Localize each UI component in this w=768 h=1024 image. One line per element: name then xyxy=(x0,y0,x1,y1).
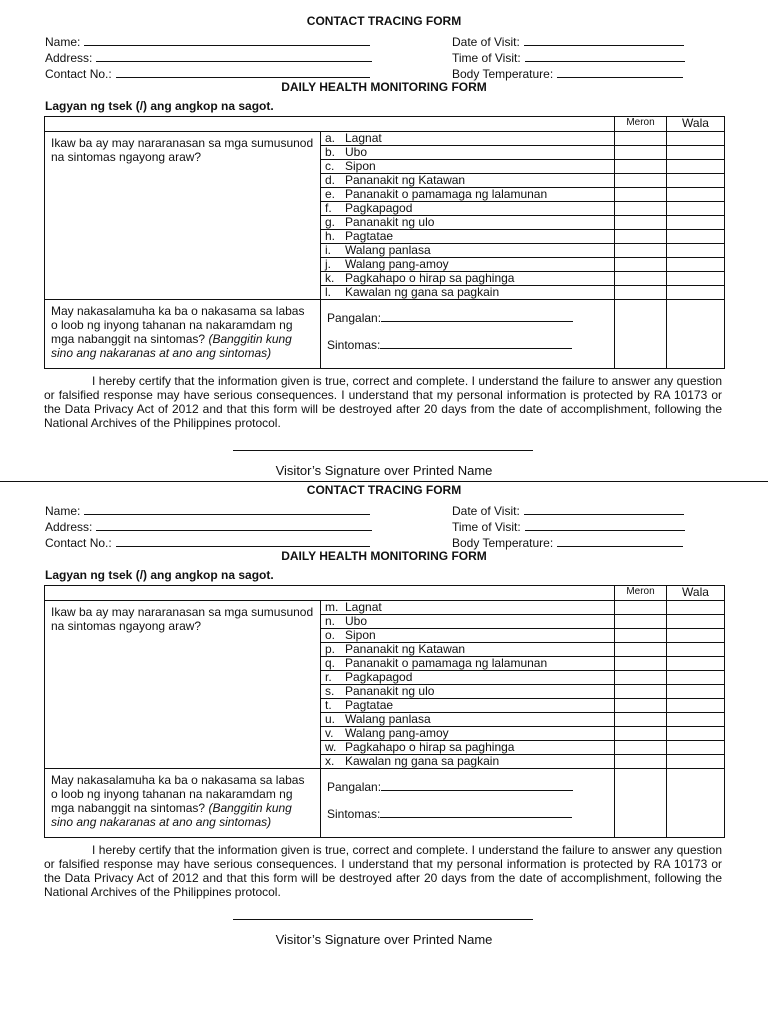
meron-checkbox[interactable] xyxy=(615,174,667,188)
wala-checkbox[interactable] xyxy=(667,755,725,769)
time-label: Time of Visit: xyxy=(452,51,521,65)
meron-checkbox[interactable] xyxy=(615,615,667,629)
symptom-s: s. Pananakit ng ulo xyxy=(321,685,615,699)
symptom-v: v. Walang pang-amoy xyxy=(321,727,615,741)
symptom-j: j. Walang pang-amoy xyxy=(321,258,615,272)
table-header-row xyxy=(45,117,725,132)
meron-checkbox[interactable] xyxy=(615,132,667,146)
wala-checkbox[interactable] xyxy=(667,160,725,174)
meron-checkbox[interactable] xyxy=(615,727,667,741)
symptom-g: g. Pananakit ng ulo xyxy=(321,216,615,230)
date-input-line[interactable] xyxy=(524,34,684,46)
symptom-a: a. Lagnat xyxy=(321,132,615,146)
meron-checkbox[interactable] xyxy=(615,657,667,671)
contact-question xyxy=(45,769,321,838)
symptom-o: o. Sipon xyxy=(321,629,615,643)
wala-checkbox[interactable] xyxy=(667,174,725,188)
symptom-k: k. Pagkahapo o hirap sa paghinga xyxy=(321,272,615,286)
address-label: Address: xyxy=(45,51,93,65)
contact-input-line[interactable] xyxy=(116,66,370,78)
wala-checkbox[interactable] xyxy=(667,629,725,643)
table-row xyxy=(45,132,725,146)
contact-question-note: (Banggitin kung sino ang nakaranas at ano ang sintomas) xyxy=(51,801,292,829)
symptom-q: q. Pananakit o pamamaga ng lalamunan xyxy=(321,657,615,671)
col-wala-header: Wala xyxy=(667,586,725,601)
wala-checkbox[interactable] xyxy=(667,601,725,615)
contact-label: Contact No.: xyxy=(45,67,112,81)
meron-checkbox[interactable] xyxy=(615,300,667,369)
signature-caption: Visitor’s Signature over Printed Name xyxy=(275,463,493,478)
meron-checkbox[interactable] xyxy=(615,699,667,713)
certification-text: I hereby certify that the information given is true, correct and complete. I understand the failure to answer any question or falsified response may have serious consequences. I understand that my personal information is protected by RA 10173 or the Data Privacy Act of 2012 and that this form will be destroyed after 20 days from the date of accomplishment, following the National Archives of the Philippines protocol. xyxy=(44,374,722,430)
contact-label: Contact No.: xyxy=(45,536,112,550)
temperature-input-line[interactable] xyxy=(557,66,683,78)
symptom-l: l. Kawalan ng gana sa pagkain xyxy=(321,286,615,300)
contact-field[interactable] xyxy=(45,535,370,550)
meron-checkbox[interactable] xyxy=(615,769,667,838)
pangalan-input-line[interactable] xyxy=(381,779,573,791)
date-field[interactable] xyxy=(452,503,684,518)
pangalan-label: Pangalan: xyxy=(327,780,382,794)
sintomas-input-line[interactable] xyxy=(380,806,572,818)
wala-checkbox[interactable] xyxy=(667,685,725,699)
sintomas-field[interactable] xyxy=(327,337,608,352)
time-field[interactable] xyxy=(452,50,685,65)
wala-checkbox[interactable] xyxy=(667,300,725,369)
meron-checkbox[interactable] xyxy=(615,671,667,685)
symptoms-question: Ikaw ba ay may nararanasan sa mga sumusunod na sintomas ngayong araw? xyxy=(45,601,321,769)
contact-details xyxy=(321,300,615,369)
instruction-text: Lagyan ng tsek (/) ang angkop na sagot. xyxy=(45,568,274,582)
certification-text: I hereby certify that the information given is true, correct and complete. I understand the failure to answer any question or falsified response may have serious consequences. I understand that my personal information is protected by RA 10173 or the Data Privacy Act of 2012 and that this form will be destroyed after 20 days from the date of accomplishment, following the National Archives of the Philippines protocol. xyxy=(44,843,722,899)
meron-checkbox[interactable] xyxy=(615,244,667,258)
sintomas-field[interactable] xyxy=(327,806,608,821)
pangalan-label: Pangalan: xyxy=(327,311,382,325)
table-header-row xyxy=(45,586,725,601)
wala-checkbox[interactable] xyxy=(667,132,725,146)
time-input-line[interactable] xyxy=(525,50,685,62)
symptom-b: b. Ubo xyxy=(321,146,615,160)
time-field[interactable] xyxy=(452,519,685,534)
symptom-w: w. Pagkahapo o hirap sa paghinga xyxy=(321,741,615,755)
table-row xyxy=(45,300,725,369)
meron-checkbox[interactable] xyxy=(615,286,667,300)
symptoms-question: Ikaw ba ay may nararanasan sa mga sumusunod na sintomas ngayong araw? xyxy=(45,132,321,300)
symptom-i: i. Walang panlasa xyxy=(321,244,615,258)
sintomas-label: Sintomas: xyxy=(327,338,381,352)
wala-checkbox[interactable] xyxy=(667,657,725,671)
symptom-t: t. Pagtatae xyxy=(321,699,615,713)
wala-checkbox[interactable] xyxy=(667,272,725,286)
wala-checkbox[interactable] xyxy=(667,216,725,230)
pangalan-field[interactable] xyxy=(327,310,608,325)
symptom-r: r. Pagkapagod xyxy=(321,671,615,685)
wala-checkbox[interactable] xyxy=(667,741,725,755)
form-title: CONTACT TRACING FORM xyxy=(306,14,462,28)
signature-line[interactable] xyxy=(233,450,533,451)
signature-line[interactable] xyxy=(233,919,533,920)
wala-checkbox[interactable] xyxy=(667,230,725,244)
symptom-h: h. Pagtatae xyxy=(321,230,615,244)
meron-checkbox[interactable] xyxy=(615,685,667,699)
header-blank xyxy=(45,117,615,132)
table-row xyxy=(45,769,725,838)
health-monitoring-title: DAILY HEALTH MONITORING FORM xyxy=(281,549,487,563)
temperature-field[interactable] xyxy=(452,66,683,81)
date-label: Date of Visit: xyxy=(452,35,520,49)
symptom-c: c. Sipon xyxy=(321,160,615,174)
meron-checkbox[interactable] xyxy=(615,188,667,202)
contact-question-text: May nakasalamuha ka ba o nakasama sa labas o loob ng inyong tahanan na nakaramdam ng mga nabanggit na sintomas? xyxy=(51,304,305,346)
wala-checkbox[interactable] xyxy=(667,713,725,727)
col-wala-header: Wala xyxy=(667,117,725,132)
wala-checkbox[interactable] xyxy=(667,615,725,629)
header-blank xyxy=(45,586,615,601)
meron-checkbox[interactable] xyxy=(615,202,667,216)
wala-checkbox[interactable] xyxy=(667,244,725,258)
meron-checkbox[interactable] xyxy=(615,160,667,174)
wala-checkbox[interactable] xyxy=(667,643,725,657)
sintomas-input-line[interactable] xyxy=(380,337,572,349)
temperature-field[interactable] xyxy=(452,535,683,550)
meron-checkbox[interactable] xyxy=(615,741,667,755)
symptom-d: d. Pananakit ng Katawan xyxy=(321,174,615,188)
form-title: CONTACT TRACING FORM xyxy=(306,483,462,497)
address-label: Address: xyxy=(45,520,93,534)
symptom-u: u. Walang panlasa xyxy=(321,713,615,727)
symptom-p: p. Pananakit ng Katawan xyxy=(321,643,615,657)
symptom-m: m. Lagnat xyxy=(321,601,615,615)
instruction-text: Lagyan ng tsek (/) ang angkop na sagot. xyxy=(45,99,274,113)
time-label: Time of Visit: xyxy=(452,520,521,534)
health-table xyxy=(44,116,725,369)
temperature-label: Body Temperature: xyxy=(452,536,554,550)
wala-checkbox[interactable] xyxy=(667,671,725,685)
contact-field[interactable] xyxy=(45,66,370,81)
meron-checkbox[interactable] xyxy=(615,230,667,244)
meron-checkbox[interactable] xyxy=(615,216,667,230)
pangalan-field[interactable] xyxy=(327,779,608,794)
contact-question-text: May nakasalamuha ka ba o nakasama sa labas o loob ng inyong tahanan na nakaramdam ng mga nabanggit na sintomas? xyxy=(51,773,305,815)
time-input-line[interactable] xyxy=(525,519,685,531)
contact-details xyxy=(321,769,615,838)
symptom-f: f. Pagkapagod xyxy=(321,202,615,216)
meron-checkbox[interactable] xyxy=(615,146,667,160)
symptom-e: e. Pananakit o pamamaga ng lalamunan xyxy=(321,188,615,202)
date-label: Date of Visit: xyxy=(452,504,520,518)
health-table xyxy=(44,585,725,838)
contact-tracing-form-1 xyxy=(0,0,768,478)
contact-question xyxy=(45,300,321,369)
wala-checkbox[interactable] xyxy=(667,146,725,160)
temperature-label: Body Temperature: xyxy=(452,67,554,81)
address-field[interactable] xyxy=(45,50,372,65)
col-meron-header: Meron xyxy=(615,117,667,132)
wala-checkbox[interactable] xyxy=(667,188,725,202)
pangalan-input-line[interactable] xyxy=(381,310,573,322)
date-input-line[interactable] xyxy=(524,503,684,515)
name-field[interactable] xyxy=(45,34,370,49)
meron-checkbox[interactable] xyxy=(615,601,667,615)
date-field[interactable] xyxy=(452,34,684,49)
symptom-n: n. Ubo xyxy=(321,615,615,629)
meron-checkbox[interactable] xyxy=(615,629,667,643)
name-label: Name: xyxy=(45,504,81,518)
table-row xyxy=(45,601,725,615)
col-meron-header: Meron xyxy=(615,586,667,601)
symptom-x: x. Kawalan ng gana sa pagkain xyxy=(321,755,615,769)
contact-question-note: (Banggitin kung sino ang nakaranas at ano ang sintomas) xyxy=(51,332,292,360)
signature-caption: Visitor’s Signature over Printed Name xyxy=(275,932,493,947)
wala-checkbox[interactable] xyxy=(667,258,725,272)
address-input-line[interactable] xyxy=(96,519,372,531)
meron-checkbox[interactable] xyxy=(615,713,667,727)
meron-checkbox[interactable] xyxy=(615,272,667,286)
health-monitoring-title: DAILY HEALTH MONITORING FORM xyxy=(281,80,487,94)
wala-checkbox[interactable] xyxy=(667,202,725,216)
wala-checkbox[interactable] xyxy=(667,699,725,713)
name-field[interactable] xyxy=(45,503,370,518)
meron-checkbox[interactable] xyxy=(615,643,667,657)
wala-checkbox[interactable] xyxy=(667,769,725,838)
contact-tracing-form-2 xyxy=(0,469,768,947)
sintomas-label: Sintomas: xyxy=(327,807,381,821)
name-label: Name: xyxy=(45,35,81,49)
wala-checkbox[interactable] xyxy=(667,727,725,741)
meron-checkbox[interactable] xyxy=(615,755,667,769)
contact-input-line[interactable] xyxy=(116,535,370,547)
address-field[interactable] xyxy=(45,519,372,534)
name-input-line[interactable] xyxy=(84,34,370,46)
temperature-input-line[interactable] xyxy=(557,535,683,547)
meron-checkbox[interactable] xyxy=(615,258,667,272)
name-input-line[interactable] xyxy=(84,503,370,515)
address-input-line[interactable] xyxy=(96,50,372,62)
wala-checkbox[interactable] xyxy=(667,286,725,300)
